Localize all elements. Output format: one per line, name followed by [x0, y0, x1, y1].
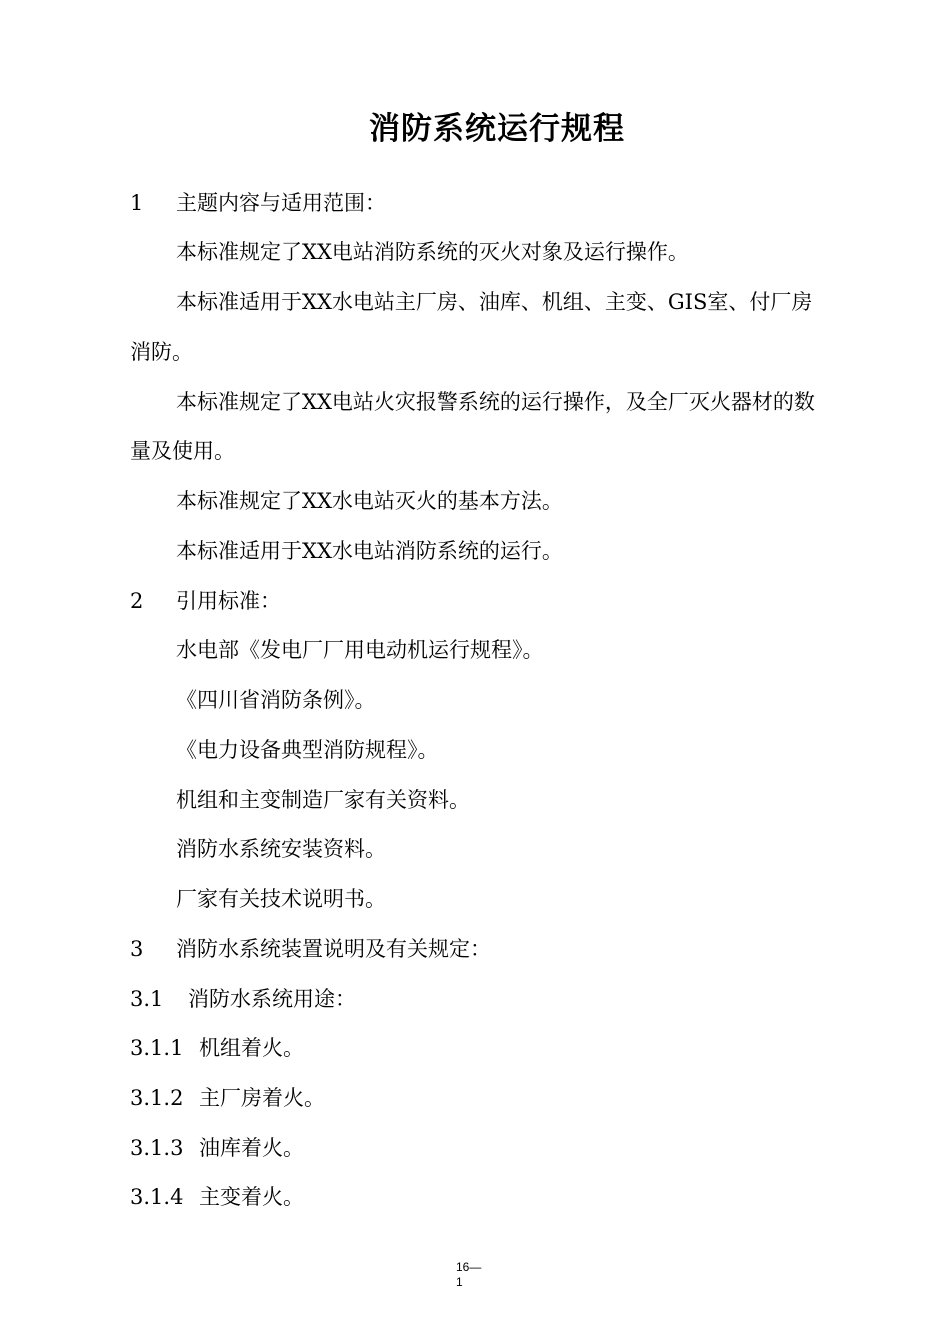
paragraph: 本标准规定了XX水电站灭火的基本方法。 [176, 489, 563, 513]
section-heading-text: 引用标准： [176, 589, 281, 613]
page-number [456, 1260, 481, 1290]
subsection-3-1-heading [130, 985, 356, 1013]
page-number-line-1: 16— [456, 1260, 482, 1274]
paragraph-continuation: 消防。 [130, 340, 193, 364]
item-3-1-3 [130, 1134, 304, 1162]
item-3-1-2 [130, 1084, 325, 1112]
paragraph: 本标准适用于XX水电站主厂房、油库、机组、主变、GIS室、付厂房 [176, 290, 813, 314]
page-title: 消防系统运行规程 [369, 111, 625, 147]
section-number: 1 [130, 191, 144, 215]
item-text: 机组着火。 [199, 1036, 304, 1060]
page-number-line-2: 1 [456, 1275, 463, 1289]
paragraph-continuation: 量及使用。 [130, 439, 235, 463]
section-number: 3 [130, 937, 144, 961]
paragraph: 本标准规定了XX电站火灾报警系统的运行操作，及全厂灭火器材的数 [176, 390, 815, 414]
reference-item: 机组和主变制造厂家有关资料。 [176, 788, 470, 812]
section-3-heading [130, 935, 491, 963]
reference-item: 消防水系统安装资料。 [176, 837, 386, 861]
item-3-1-1 [130, 1034, 304, 1062]
section-number: 3.1.4 [130, 1185, 184, 1209]
reference-item: 《四川省消防条例》。 [176, 688, 376, 712]
reference-item: 厂家有关技术说明书。 [176, 887, 386, 911]
paragraph: 本标准规定了XX电站消防系统的灭火对象及运行操作。 [176, 240, 689, 264]
item-3-1-4 [130, 1183, 304, 1211]
section-number: 3.1 [130, 987, 164, 1011]
section-heading-text: 消防水系统用途： [188, 987, 356, 1011]
section-heading-text: 主题内容与适用范围： [176, 191, 386, 215]
section-number: 2 [130, 589, 144, 613]
paragraph: 本标准适用于XX水电站消防系统的运行。 [176, 539, 563, 563]
section-heading-text: 消防水系统装置说明及有关规定： [176, 937, 491, 961]
reference-item: 《电力设备典型消防规程》。 [176, 738, 439, 762]
section-number: 3.1.3 [130, 1136, 184, 1160]
item-text: 主变着火。 [199, 1185, 304, 1209]
item-text: 油库着火。 [199, 1136, 304, 1160]
section-number: 3.1.2 [130, 1086, 184, 1110]
section-number: 3.1.1 [130, 1036, 184, 1060]
section-1-heading [130, 189, 386, 217]
reference-item: 水电部《发电厂厂用电动机运行规程》。 [176, 638, 544, 662]
item-text: 主厂房着火。 [199, 1086, 325, 1110]
section-2-heading [130, 587, 281, 615]
